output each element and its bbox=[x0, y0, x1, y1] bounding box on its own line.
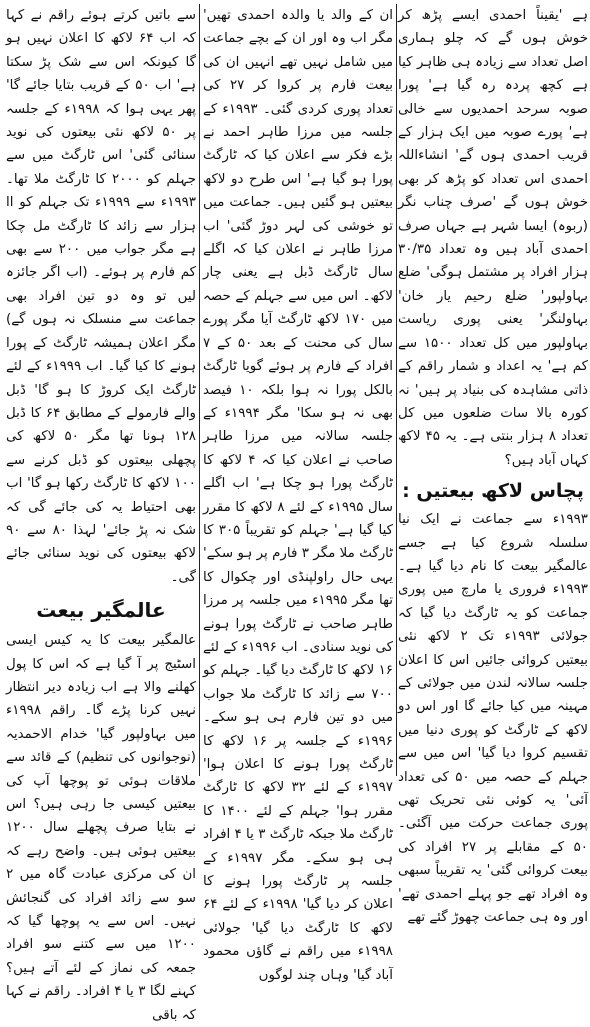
column-divider bbox=[199, 4, 200, 776]
paragraph: عالمگیر بیعت کا یہ کیس ایسی اسٹیج پر آ گیا ہے کہ اس کا پول کھلنے والا ہے اب زیادہ دیر انتظار نہیں کرنا پڑے گا۔ راقم ۱۹۹۸ء میں بہاولپور گیا' خدام الاحمدیہ (نوجوانوں کی تنظیم) کے قائد سے ملاقات ہوئی تو پوچھا آپ کی بیعتیں کیسی جا رہی ہیں؟ اس نے بتایا صرف پچھلے سال ۱۲۰۰ بیعتیں ہوئی ہیں۔ واضح رہے کہ ان کی مرکزی عبادت گاہ میں ۲ سو سے زائد افراد کی گنجائش نہیں۔ اس سے یہ پوچھا گیا کہ ۱۲۰۰ میں سے کتنے سو افراد جمعہ کی نماز کے لئے آتے ہیں؟ کہنے لگا ۳ یا ۴ افراد۔ راقم نے کہا کہ باقی bbox=[6, 633, 196, 1023]
paragraph: ہے 'یقیناً احمدی ایسے پڑھ کر خوش ہوں گے کہ چلو ہماری اصل تعداد سے زیادہ ہی ظاہر کیا ہے کچھ پردہ رہ گیا ہے' پورا صوبہ سرحد احمدیوں سے خالی ہے' پورے صوبہ میں ایک ہزار کے قریب احمدی ہوں گے' انشاءاللہ احمدی اس تعداد کو پڑھ کر بھی خوش ہوں گے 'صرف چناب نگر (ربوہ) ایسا شہر ہے جہاں صرف احمدی آباد ہیں وہ تعداد ۳۰/۳۵ ہزار افراد پر مشتمل ہوگی' ضلع بہاولپور' ضلع رحیم یار خان' بہاولنگر' یعنی پوری ریاست بہاولپور میں کل تعداد ۱۵۰۰ سے کم ہے' یہ اعداد و شمار راقم کے ذاتی مشاہدہ کی بنیاد پر ہیں' نہ کورہ بالا سات ضلعوں میں کل تعداد ۸ ہزار بنتی ہے۔ یہ ۴۵ لاکھ کہاں آباد ہیں؟ bbox=[398, 8, 588, 468]
section-heading: پچاس لاکھ بیعتیں : bbox=[402, 480, 584, 503]
section-heading: عالمگیر بیعت bbox=[36, 598, 166, 623]
paragraph: ان کے والد یا والدہ احمدی تھیں' مگر اب وہ اور ان کے بچے جماعت میں شامل نہیں تھے انہیں ان کی بیعت فارم پر کروا کر ۲۷ کی تعداد پوری کردی گئی۔ ۱۹۹۳ء کے جلسہ میں مرزا طاہر احمد نے بڑے فکر سے اعلان کیا کہ ٹارگٹ پورا ہو گیا ہے' اس طرح دو لاکھ بیعتیں ہو گئیں ہیں۔ جماعت میں تو خوشی کی لہر دوڑ گئی' اب مرزا طاہر نے اعلان کیا کہ اگلے سال ٹارگٹ ڈبل ہے یعنی چار لاکھ۔ اس میں سے جہلم کے حصہ میں ۱۷۰ لاکھ ٹارگٹ آیا مگر پورے سال کی محنت کے بعد ۵۰ کے ۷ افراد کے فارم پر ہوئے گویا ٹارگٹ بالکل پورا نہ ہوا بلکہ ۱۰ فیصد بھی نہ ہو سکا' مگر ۱۹۹۴ء کے جلسہ سالانہ میں مرزا طاہر صاحب نے اعلان کیا کہ ۴ لاکھ کا ٹارگٹ پورا ہو چکا ہے' اب اگلے سال ۱۹۹۵ء کے لئے ۸ لاکھ کا مقرر کیا گیا ہے' جہلم کو تقریباً ۳۰۵ کا ٹارگٹ ملا مگر ۳ فارم پر ہو سکے' یہی حال راولپنڈی اور چکوال کا تھا مگر ۱۹۹۵ء میں جلسہ پر مرزا طاہر صاحب نے ٹارگٹ پورا ہونے کی نوید سنادی۔ اب ۱۹۹۶ء کے لئے ۱۶ لاکھ کا ٹارگٹ دیا گیا۔ جہلم کو ۷۰۰ سے زائد کا ٹارگٹ ملا جواب میں دو تین فارم ہی ہو سکے۔ ۱۹۹۶ء کے جلسہ پر ۱۶ لاکھ کا ٹارگٹ پورا ہونے کا اعلان ہوا' ۱۹۹۷ء کے لئے ۳۲ لاکھ کا ٹارگٹ مقرر ہوا' جہلم کے لئے ۱۴۰۰ کا ٹارگٹ ملا جبکہ ٹارگٹ ۳ یا ۴ افراد ہی ہو سکے۔ مگر ۱۹۹۷ء کے جلسہ پر ٹارگٹ پورا ہونے کا اعلان کر دیا گیا' ۱۹۹۸ء کے لئے ۶۴ لاکھ کا ٹارگٹ دیا گیا' جولائی ۱۹۹۸ء میں راقم نے گاؤں محمود آباد گیا' وہاں چند لوگوں bbox=[203, 8, 394, 983]
column-right bbox=[398, 4, 588, 926]
paragraph: سے باتیں کرتے ہوئے راقم نے کہا کہ اب ۶۴ لاکھ کا اعلان نہیں ہو گا کیونکہ اس سے شک پڑ سکتا ہے' اب ۵۰ کے قریب بتایا جائے گا' پھر یہی ہوا کہ ۱۹۹۸ء کے جلسہ پر ۵۰ لاکھ نئی بیعتوں کی نوید سنائی گئی' اس ٹارگٹ میں سے جہلم کو ۲۰۰۰ کا ٹارگٹ ملا تھا۔ ۱۹۹۳ء سے ۱۹۹۹ء تک جہلم کو اا ہزار سے زائد کا ٹارگٹ مل چکا ہے مگر جواب میں ۲۰۰ سے بھی کم فارم پر ہوئے۔ (اب اگر جائزہ لیں تو وہ دو تین افراد بھی جماعت سے منسلک نہ ہوں گے) مگر اعلان ہمیشہ ٹارگٹ کے پورا ہونے کا کیا گیا۔ اب ۱۹۹۹ء کے لئے ٹارگٹ ایک کروڑ کا ہو گا' ڈبل والے فارمولے کے مطابق ۶۴ کا ڈبل ۱۲۸ ہونا تھا مگر ۵۰ لاکھ کی پچھلی بیعتوں کو ڈبل کرنے سے ۱۰۰ لاکھ کا ٹارگٹ رکھا ہو گا' اب بھی احتیاط یہ کی جائے گی کہ شک نہ پڑ جائے' لہذا ۸۰ سے ۹۰ لاکھ بیعتوں کی نوید سنائی جائے گی۔ bbox=[6, 8, 197, 585]
column-divider bbox=[396, 4, 397, 776]
column-left bbox=[6, 4, 197, 1023]
paragraph: ۱۹۹۳ء سے جماعت نے ایک نیا سلسلہ شروع کیا ہے جسے عالمگیر بیعت کا نام دیا گیا ہے۔ ۱۹۹۳ء فروری یا مارچ میں پوری جماعت کو یہ ٹارگٹ دیا گیا کہ جولائی ۱۹۹۳ء تک ۲ لاکھ نئی بیعتیں کروائی جائیں اس کا اعلان جلسہ سالانہ لندن میں جولائی کے مہینہ میں کیا جائے گا اور اس دو لاکھ کے ٹارگٹ کو پوری دنیا میں تقسیم کروا دیا گیا' اس میں سے جہلم کے حصہ میں ۵۰ کی تعداد آئی' یہ کوئی نئی تحریک تھی پوری جماعت حرکت میں آگئی۔ ۵۰ کے مقابلے پر ۲۷ افراد کی بیعت کروائی گئی' یہ تقریباً سبھی وہ افراد تھے جو پہلے احمدی تھے' اور وہ ہی جماعت چھوڑ گئے تھے bbox=[398, 512, 588, 926]
column-middle bbox=[203, 4, 394, 983]
